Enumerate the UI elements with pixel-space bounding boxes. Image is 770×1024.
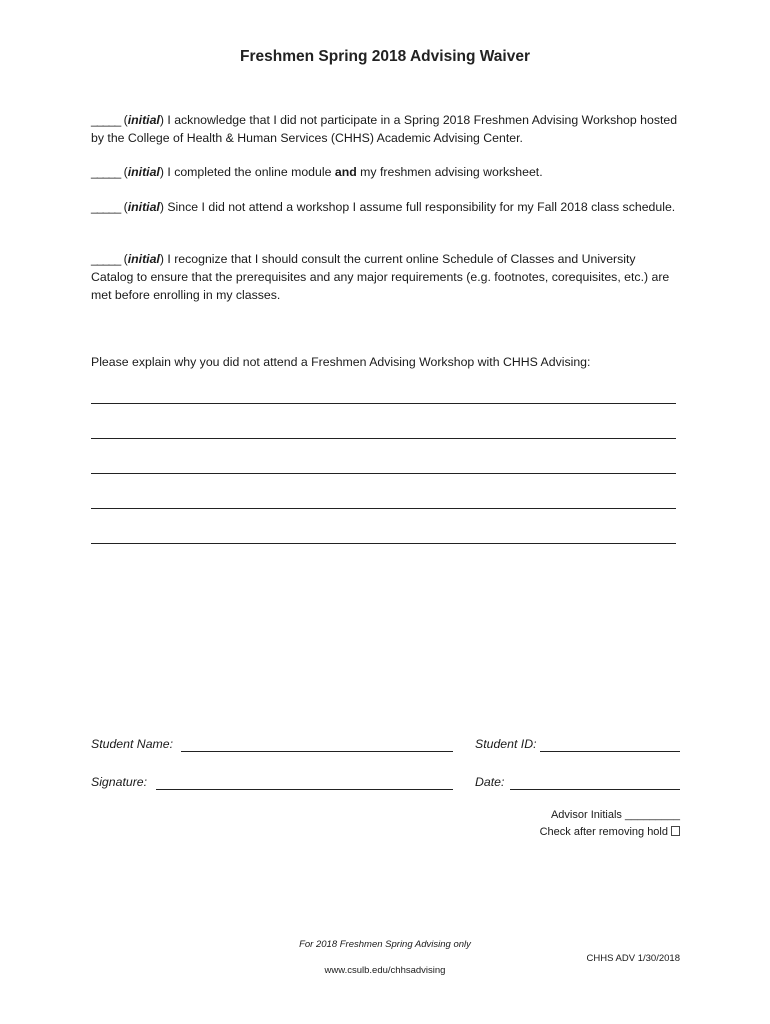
statement-text: Since I did not attend a workshop I assume full responsibility for my Fall 2018 class schedule. [167, 200, 676, 214]
statement-text: I completed the online module [167, 165, 332, 179]
statement-acknowledge: _____ (initial) I acknowledge that I did not participate in a Spring 2018 Freshmen Advising Workshop hosted by the College of Health & Human Services (CHHS) Academic Advising Center. [91, 113, 678, 145]
statement-text: my freshmen advising worksheet. [360, 165, 543, 179]
remove-hold-label: Check after removing hold [539, 826, 668, 838]
advisor-initials[interactable]: Advisor Initials _________ [550, 809, 680, 821]
signature-label: Signature: [91, 775, 148, 789]
remove-hold-checkbox[interactable] [671, 826, 680, 836]
date-field[interactable] [510, 789, 680, 790]
explanation-line-4[interactable] [91, 508, 676, 509]
initial-label: initial [127, 113, 160, 127]
initial-blank[interactable]: _____ [91, 200, 121, 214]
explanation-line-3[interactable] [91, 473, 676, 474]
remove-hold-row [540, 826, 680, 838]
initial-blank[interactable]: _____ [91, 113, 121, 127]
explanation-line-5[interactable] [91, 543, 676, 544]
student-name-field[interactable] [181, 751, 453, 752]
statement-responsibility: _____ (initial) Since I did not attend a workshop I assume full responsibility for my Fall 2018 class schedule. [91, 200, 676, 214]
statement-module: _____ (initial) I completed the online module and my freshmen advising worksheet. [91, 165, 543, 179]
statement-text: I acknowledge that I did not participate in a Spring 2018 Freshmen Advising Workshop hosted by the College of Health & Human Services (CHHS) Academic Advising Center. [91, 113, 678, 145]
explanation-line-1[interactable] [91, 403, 676, 404]
initial-label: initial [127, 165, 160, 179]
statement-catalog: _____ (initial) I recognize that I should consult the current online Schedule of Classes and University Catalog to ensure that the prerequisites and any major requirements (e.g. footnotes, corequisites, etc.) are met before enrolling in my classes. [91, 252, 670, 302]
form-code: CHHS ADV 1/30/2018 [586, 953, 680, 964]
page-title: Freshmen Spring 2018 Advising Waiver [240, 48, 530, 65]
date-label: Date: [475, 775, 505, 789]
initial-label: initial [127, 252, 160, 266]
student-name-label: Student Name: [91, 737, 174, 751]
explain-prompt: Please explain why you did not attend a Freshmen Advising Workshop with CHHS Advising: [91, 355, 591, 369]
initial-label: initial [127, 200, 160, 214]
footer-url[interactable]: www.csulb.edu/chhsadvising [324, 965, 446, 976]
student-id-label: Student ID: [475, 737, 537, 751]
explanation-line-2[interactable] [91, 438, 676, 439]
footer-note: For 2018 Freshmen Spring Advising only [299, 939, 471, 950]
statement-emphasis: and [334, 165, 357, 179]
student-id-field[interactable] [540, 751, 680, 752]
statement-text: I recognize that I should consult the current online Schedule of Classes and University Catalog to ensure that the prerequisites and any major requirements (e.g. footnotes, corequisites, etc.) are met before enrolling in my classes. [91, 252, 670, 302]
signature-field[interactable] [156, 789, 453, 790]
initial-blank[interactable]: _____ [91, 165, 121, 179]
initial-blank[interactable]: _____ [91, 252, 121, 266]
